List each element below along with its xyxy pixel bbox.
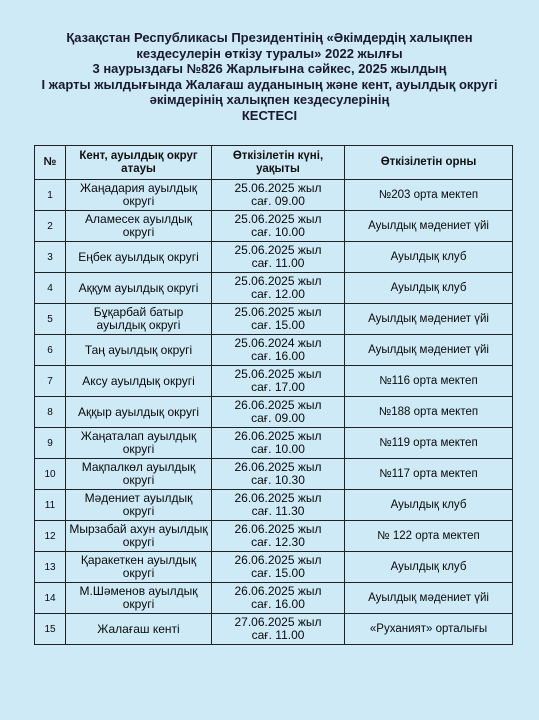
- row-time: сағ. 15.00: [251, 566, 305, 580]
- row-number: 5: [35, 304, 66, 335]
- title-line: 3 наурыздағы №826 Жарлығына сәйкес, 2025 жылдың: [92, 61, 447, 76]
- table-row: [35, 614, 513, 645]
- table-row: [35, 180, 513, 211]
- table-row: [35, 211, 513, 242]
- title-line: әкімдерінің халықпен кездесулерінің: [149, 92, 390, 107]
- row-name: Аксу ауылдық округі: [66, 366, 212, 397]
- row-time: сағ. 11.30: [251, 504, 305, 518]
- row-name: Бұқарбай батыр ауылдық округі: [66, 304, 212, 335]
- row-name: Мырзабай ахун ауылдық округі: [66, 521, 212, 552]
- row-time: сағ. 12.30: [251, 535, 305, 549]
- row-date: 25.06.2025 жыл: [234, 243, 322, 257]
- row-name: Жаңаталап ауылдық округі: [66, 428, 212, 459]
- row-name: Аққыр ауылдық округі: [66, 397, 212, 428]
- row-datetime: [212, 304, 345, 335]
- row-date: 26.06.2025 жыл: [234, 460, 322, 474]
- row-time: сағ. 12.00: [251, 287, 305, 301]
- row-name: М.Шәменов ауылдық округі: [66, 583, 212, 614]
- title-line: І жарты жылдығында Жалағаш ауданының және кент, ауылдық округі: [41, 76, 498, 92]
- row-datetime: [212, 397, 345, 428]
- row-number: 15: [35, 614, 66, 645]
- table-row: [35, 459, 513, 490]
- row-place: №188 орта мектеп: [345, 397, 513, 428]
- row-place: Ауылдық клуб: [345, 552, 513, 583]
- document-title: [10, 30, 529, 123]
- row-date: 25.06.2025 жыл: [234, 367, 322, 381]
- header-place: Өткізілетін орны: [345, 146, 513, 180]
- row-name: Аққум ауылдық округі: [66, 273, 212, 304]
- row-date: 25.06.2025 жыл: [234, 274, 322, 288]
- row-datetime: [212, 180, 345, 211]
- table-row: [35, 304, 513, 335]
- row-datetime: [212, 211, 345, 242]
- row-name: Жаңадария ауылдық округі: [66, 180, 212, 211]
- header-name: Кент, ауылдық округ атауы: [66, 146, 212, 180]
- row-place: №203 орта мектеп: [345, 180, 513, 211]
- row-number: 7: [35, 366, 66, 397]
- row-number: 10: [35, 459, 66, 490]
- row-date: 26.06.2025 жыл: [234, 491, 322, 505]
- row-name: Қаракеткен ауылдық округі: [66, 552, 212, 583]
- row-date: 25.06.2025 жыл: [234, 181, 322, 195]
- table-row: [35, 428, 513, 459]
- row-name: Аламесек ауылдық округі: [66, 211, 212, 242]
- row-number: 8: [35, 397, 66, 428]
- row-date: 26.06.2025 жыл: [234, 522, 322, 536]
- table-header-row: [35, 146, 513, 180]
- title-line: Қазақстан Республикасы Президентінің «Әкімдердің халықпен: [66, 30, 473, 45]
- row-time: сағ. 10.00: [251, 442, 305, 456]
- row-number: 13: [35, 552, 66, 583]
- row-datetime: [212, 490, 345, 521]
- row-date: 25.06.2024 жыл: [234, 336, 322, 350]
- row-number: 2: [35, 211, 66, 242]
- row-time: сағ. 11.00: [251, 628, 305, 642]
- row-place: Ауылдық клуб: [345, 273, 513, 304]
- row-name: Мақпалкөл ауылдық округі: [66, 459, 212, 490]
- row-datetime: [212, 366, 345, 397]
- row-name: Мәдениет ауылдық округі: [66, 490, 212, 521]
- row-time: сағ. 17.00: [251, 380, 305, 394]
- row-place: «Руханият» орталығы: [345, 614, 513, 645]
- table-row: [35, 366, 513, 397]
- row-time: сағ. 11.00: [251, 256, 305, 270]
- row-number: 4: [35, 273, 66, 304]
- row-time: сағ. 10.00: [251, 225, 305, 239]
- row-date: 25.06.2025 жыл: [234, 212, 322, 226]
- row-datetime: [212, 614, 345, 645]
- title-line: КЕСТЕСІ: [241, 107, 298, 123]
- row-number: 3: [35, 242, 66, 273]
- row-datetime: [212, 521, 345, 552]
- row-number: 14: [35, 583, 66, 614]
- row-name: Таң ауылдық округі: [66, 335, 212, 366]
- row-place: №116 орта мектеп: [345, 366, 513, 397]
- table-row: [35, 490, 513, 521]
- row-place: Ауылдық мәдениет үйі: [345, 583, 513, 614]
- row-time: сағ. 16.00: [251, 349, 305, 363]
- row-name: Еңбек ауылдық округі: [66, 242, 212, 273]
- row-datetime: [212, 583, 345, 614]
- table-row: [35, 242, 513, 273]
- row-place: Ауылдық мәдениет үйі: [345, 211, 513, 242]
- row-place: Ауылдық мәдениет үйі: [345, 335, 513, 366]
- row-number: 1: [35, 180, 66, 211]
- row-datetime: [212, 273, 345, 304]
- row-time: сағ. 10.30: [251, 473, 305, 487]
- row-name: Жалағаш кенті: [66, 614, 212, 645]
- table-row: [35, 397, 513, 428]
- table-row: [35, 273, 513, 304]
- row-time: сағ. 15.00: [251, 318, 305, 332]
- table-row: [35, 552, 513, 583]
- table-body: [35, 180, 513, 645]
- row-date: 26.06.2025 жыл: [234, 398, 322, 412]
- row-date: 27.06.2025 жыл: [234, 615, 322, 629]
- table-row: [35, 335, 513, 366]
- row-datetime: [212, 459, 345, 490]
- row-date: 25.06.2025 жыл: [234, 305, 322, 319]
- row-time: сағ. 09.00: [251, 411, 305, 425]
- row-date: 26.06.2025 жыл: [234, 553, 322, 567]
- row-place: Ауылдық клуб: [345, 242, 513, 273]
- row-datetime: [212, 242, 345, 273]
- row-number: 11: [35, 490, 66, 521]
- schedule-table: [34, 145, 513, 645]
- row-number: 6: [35, 335, 66, 366]
- row-datetime: [212, 428, 345, 459]
- row-place: № 122 орта мектеп: [345, 521, 513, 552]
- row-place: №117 орта мектеп: [345, 459, 513, 490]
- row-time: сағ. 09.00: [251, 194, 305, 208]
- row-time: сағ. 16.00: [251, 597, 305, 611]
- row-date: 26.06.2025 жыл: [234, 584, 322, 598]
- title-line: кездесулерін өткізу туралы» 2022 жылғы: [136, 45, 403, 61]
- row-number: 12: [35, 521, 66, 552]
- row-place: Ауылдық клуб: [345, 490, 513, 521]
- row-datetime: [212, 335, 345, 366]
- header-date: Өткізілетін күні, уақыты: [212, 146, 345, 180]
- table-row: [35, 521, 513, 552]
- header-num: №: [35, 146, 66, 180]
- table-row: [35, 583, 513, 614]
- row-place: Ауылдық мәдениет үйі: [345, 304, 513, 335]
- row-date: 26.06.2025 жыл: [234, 429, 322, 443]
- row-place: №119 орта мектеп: [345, 428, 513, 459]
- row-datetime: [212, 552, 345, 583]
- row-number: 9: [35, 428, 66, 459]
